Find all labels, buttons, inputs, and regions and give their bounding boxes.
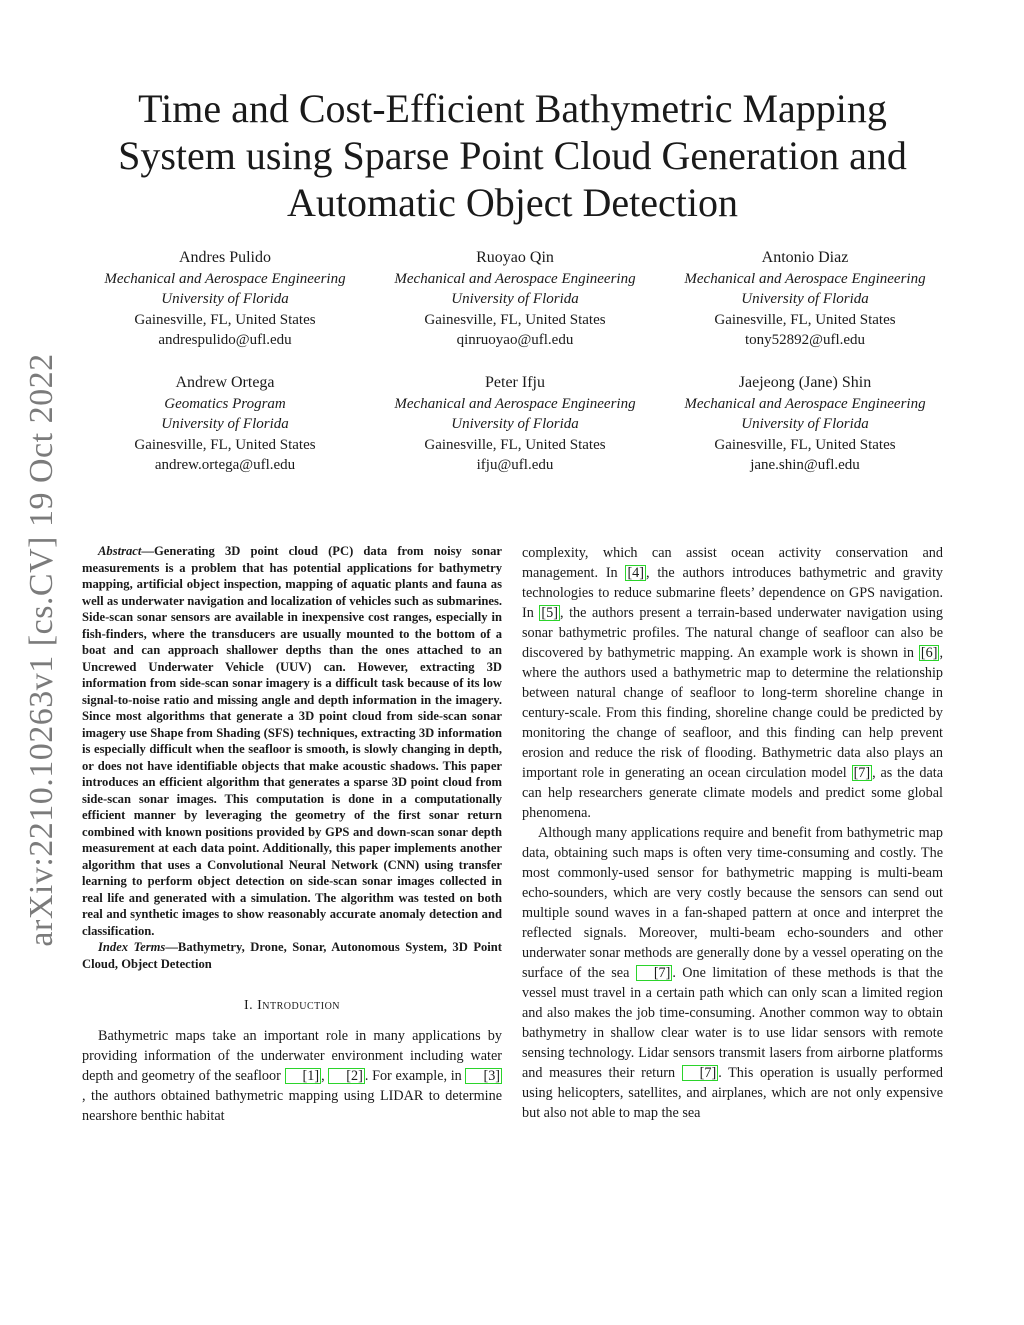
intro-paragraph	[82, 1026, 502, 1126]
author-university: University of Florida	[741, 416, 869, 432]
abstract-text: —Generating 3D point cloud (PC) data from noisy sonar measurements is a problem that has potential applications for bathymetry mapping, artificial object inspection, mapping of aquatic plants and fauna as well as underwater navigation and localization of vehicles such as submarines. Side-scan sonar sensors are available in inexpensive cost ranges, especially in fish-finders, where the transducers are usually mounted to the bottom of a boat and can approach shallower depths than the ones attached to an Uncrewed Underwater Vehicle (UUV) can. However, extracting 3D information from side-scan sonar imagery is a difficult task because of its low signal-to-noise ratio and missing angle and depth information in the imagery. Since most algorithms that generate a 3D point cloud from side-scan sonar imagery use Shape from Shading (SFS) techniques, extracting 3D information is especially difficult when the seafloor is smooth, is slowly changing in depth, or does not have identifiable objects that make acoustic shadows. This paper introduces an efficient algorithm that generates a sparse 3D point cloud from side-scan sonar images. This computation is done in a computationally efficient manner by leveraging the geometry of the first sonar return combined with known positions provided by GPS and down-scan sonar depth measurement at each data point. Additionally, this paper implements another algorithm that uses a Convolutional Neural Network (CNN) using transfer learning to perform object detection on side-scan sonar images collected in real life and generated with a simulation. The algorithm was tested on both real and synthetic images to show reasonably accurate anomaly detection and classification.	[82, 544, 502, 938]
author-university: University of Florida	[741, 291, 869, 307]
author-location: Gainesville, FL, United States	[134, 311, 316, 328]
author-block	[660, 373, 950, 476]
paragraph-text: Bathymetric maps take an important role in many applications by providing information of the underwater environment including water depth and geometry of the seafloor	[82, 1028, 502, 1084]
citation-link[interactable]: [4]	[627, 565, 644, 581]
citation-link[interactable]: [1]	[285, 1068, 322, 1084]
paragraph-text: , the authors obtained bathymetric mapping using LIDAR to determine nearshore benthic habitat	[82, 1088, 502, 1124]
author-department: Mechanical and Aerospace Engineering	[684, 270, 926, 287]
citation-link[interactable]: [5]	[541, 605, 558, 621]
right-column	[522, 543, 943, 1123]
author-university: University of Florida	[161, 416, 289, 432]
index-terms	[82, 939, 502, 972]
author-row-1	[80, 248, 950, 351]
paragraph-text: Although many applications require and benefit from bathymetric map data, obtaining such maps is often very time-consuming and costly. The most commonly-used sensor for bathymetric mapping is multi-beam echo-sounders, which are very costly because the sensors can send out multiple sound waves in a fan-shaped pattern at once and interpret the reflected signals. Moreover, multi-beam echo-sounders and other underwater sonar methods are generally done by a vessel operating on the surface of the sea	[522, 825, 943, 981]
author-name: Antonio Diaz	[761, 249, 849, 266]
section-number: I.	[243, 998, 254, 1013]
author-email: andrew.ortega@ufl.edu	[154, 457, 296, 473]
abstract	[82, 543, 502, 939]
paragraph-text: ,	[321, 1068, 329, 1084]
title-line-1: Time and Cost-Efficient Bathymetric Mapping	[138, 86, 887, 131]
left-column	[82, 543, 502, 1126]
author-block	[370, 248, 660, 351]
author-name: Andres Pulido	[179, 249, 271, 266]
author-university: University of Florida	[451, 416, 579, 432]
paragraph-text: . For example, in	[364, 1068, 466, 1084]
paragraph-text: , the authors introduces bathymetric and gravity technologies to reduce submarine fleets’ dependence on GPS navigation. In	[522, 565, 943, 621]
section-title: Introduction	[257, 998, 341, 1013]
author-block	[80, 248, 370, 351]
title-line-3: Automatic Object Detection	[287, 180, 738, 225]
citation-link[interactable]: [7]	[853, 765, 871, 781]
author-university: University of Florida	[451, 291, 579, 307]
author-department: Mechanical and Aerospace Engineering	[684, 395, 926, 412]
author-location: Gainesville, FL, United States	[714, 436, 896, 453]
author-location: Gainesville, FL, United States	[714, 311, 896, 328]
paper-title	[90, 85, 935, 226]
author-block	[80, 373, 370, 476]
author-location: Gainesville, FL, United States	[134, 436, 316, 453]
paragraph-text: . This operation is usually performed using helicopters, satellites, and airplanes, which are not only expensive but also not able to map the sea	[522, 1065, 943, 1121]
author-email: qinruoyao@ufl.edu	[456, 332, 574, 348]
citation-link[interactable]: [7]	[682, 1065, 719, 1081]
author-university: University of Florida	[161, 291, 289, 307]
author-row-2	[80, 373, 950, 476]
author-name: Andrew Ortega	[175, 374, 275, 391]
intro-paragraph-2	[522, 823, 943, 1123]
index-terms-label: Index Terms	[98, 940, 166, 954]
citation-link[interactable]: [6]	[920, 645, 938, 661]
paragraph-text: . One limitation of these methods is that the vessel must travel in a certain path which can only scan a limited region and also makes the job time-consuming. Another common way to obtain bathymetry in shallow clear water is to use lidar sensors with remote sensing technology. Lidar sensors transmit lasers from airborne platforms and measures their return	[522, 965, 943, 1081]
author-email: andrespulido@ufl.edu	[158, 332, 292, 348]
title-line-2: System using Sparse Point Cloud Generation and	[118, 133, 907, 178]
intro-paragraph-continued	[522, 543, 943, 823]
index-terms-text: —Bathymetry, Drone, Sonar, Autonomous System, 3D Point Cloud, Object Detection	[82, 940, 503, 971]
citation-link[interactable]: [7]	[636, 965, 673, 981]
paragraph-text: , where the authors used a bathymetric map to determine the relationship between natural change of seafloor to long-term shoreline change in century-scale. From this finding, shoreline change could be predicted by monitoring the change of seafloor, and this finding can help prevent erosion and reduce the risk of flooding. Bathymetric data also plays an important role in generating an ocean circulation model	[522, 645, 943, 781]
author-department: Geomatics Program	[164, 395, 286, 412]
section-heading	[82, 998, 502, 1014]
arxiv-side-stamp	[18, 355, 66, 945]
paragraph-text: complexity, which can assist ocean activity conservation and management. In	[522, 545, 943, 581]
author-name: Jaejeong (Jane) Shin	[738, 374, 872, 391]
author-department: Mechanical and Aerospace Engineering	[394, 395, 636, 412]
author-block	[370, 373, 660, 476]
author-email: tony52892@ufl.edu	[744, 332, 866, 348]
citation-link[interactable]: [2]	[328, 1068, 365, 1084]
author-department: Mechanical and Aerospace Engineering	[104, 270, 346, 287]
author-department: Mechanical and Aerospace Engineering	[394, 270, 636, 287]
author-name: Peter Ifju	[485, 374, 545, 391]
author-block	[660, 248, 950, 351]
paragraph-text: , as the data can help researchers generate climate models and predict some global phenomena.	[522, 765, 943, 821]
author-location: Gainesville, FL, United States	[424, 436, 606, 453]
arxiv-identifier: arXiv:2210.10263v1 [cs.CV] 19 Oct 2022	[23, 353, 60, 947]
citation-link[interactable]: [3]	[465, 1068, 502, 1084]
author-email: jane.shin@ufl.edu	[750, 457, 860, 473]
author-name: Ruoyao Qin	[476, 249, 554, 266]
author-email: ifju@ufl.edu	[476, 457, 554, 473]
paragraph-text: , the authors present a terrain-based underwater navigation using sonar bathymetric profiles. The natural change of seafloor can also be discovered by bathymetric mapping. An example work is shown in	[522, 605, 943, 661]
abstract-label: Abstract	[98, 544, 142, 558]
author-location: Gainesville, FL, United States	[424, 311, 606, 328]
